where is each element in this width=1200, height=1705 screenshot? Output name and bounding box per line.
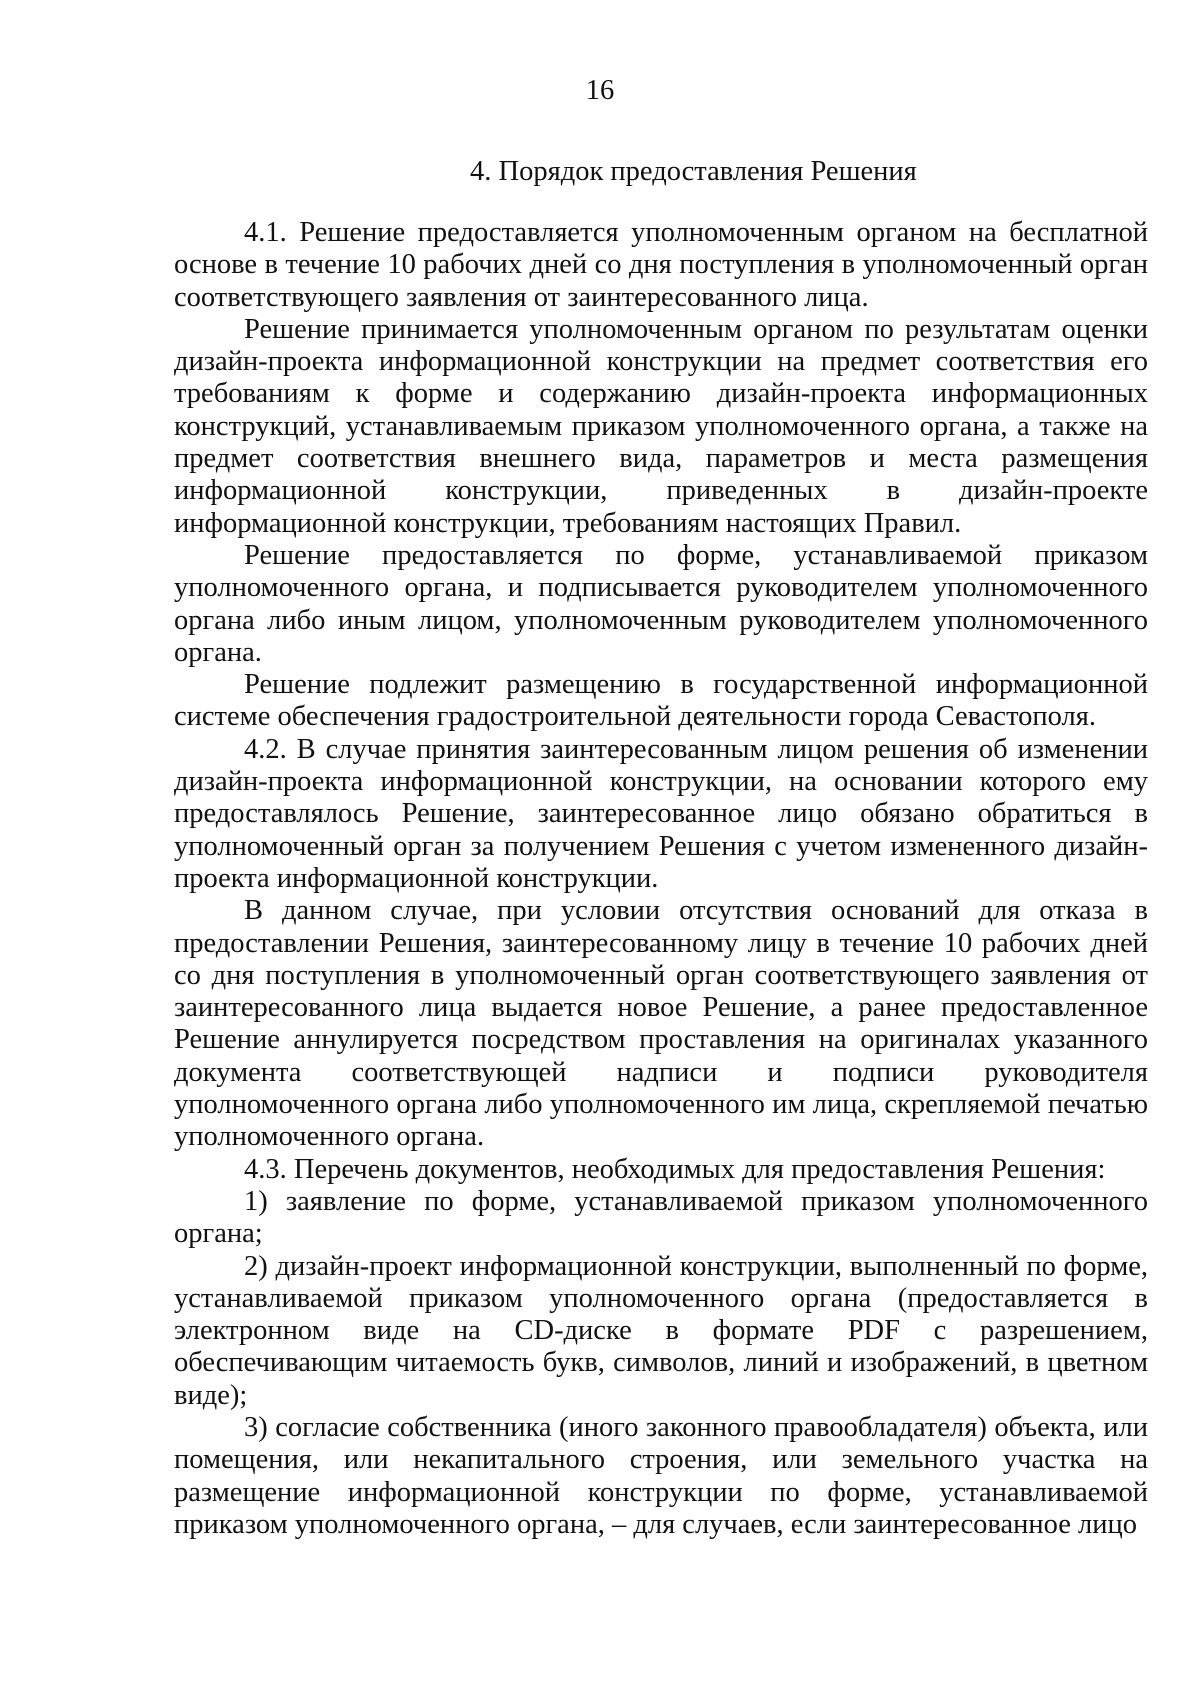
paragraph: 4.1. Решение предоставляется уполномоченным органом на бесплатной основе в течение 10 рабочих дней со дня поступления в уполномоченный орган соответствующего заявления от заинтересованного лица. — [174, 217, 1148, 313]
section-heading: 4. Порядок предоставления Решения — [470, 156, 917, 187]
paragraph: В данном случае, при условии отсутствия оснований для отказа в предоставлении Решения, заинтересованному лицу в течение 10 рабочих дней со дня поступления в уполномоченный орган соответствующего заявления от заинтересованного лица выдается новое Решение, а ранее предоставленное Решение аннулируется посредством проставления на оригиналах указанного документа соответствующей надписи и подписи руководителя уполномоченного органа либо уполномоченного им лица, скрепляемой печатью уполномоченного органа. — [174, 895, 1148, 1153]
list-item: 2) дизайн-проект информационной конструкции, выполненный по форме, устанавливаемой приказом уполномоченного органа (предоставляется в электронном виде на CD-диске в формате PDF с разрешением, обеспечивающим читаемость букв, символов, линий и изображений, в цветном виде); — [174, 1250, 1148, 1411]
paragraph: 4.2. В случае принятия заинтересованным лицом решения об изменении дизайн-проекта информационной конструкции, на основании которого ему предоставлялось Решение, заинтересованное лицо обязано обратиться в уполномоченный орган за получением Решения с учетом измененного дизайн-проекта информационной конструкции. — [174, 733, 1148, 894]
paragraph: Решение принимается уполномоченным органом по результатам оценки дизайн-проекта информационной конструкции на предмет соответствия его требованиям к форме и содержанию дизайн-проекта информационных конструкций, устанавливаемым приказом уполномоченного органа, а также на предмет соответствия внешнего вида, параметров и места размещения информационной конструкции, приведенных в дизайн-проекте информационной конструкции, требованиям настоящих Правил. — [174, 313, 1148, 539]
paragraph: Решение предоставляется по форме, устанавливаемой приказом уполномоченного органа, и подписывается руководителем уполномоченного органа либо иным лицом, уполномоченным руководителем уполномоченного органа. — [174, 539, 1148, 668]
paragraph: Решение подлежит размещению в государственной информационной системе обеспечения градостроительной деятельности города Севастополя. — [174, 669, 1148, 733]
list-item: 1) заявление по форме, устанавливаемой приказом уполномоченного органа; — [174, 1185, 1148, 1250]
page-number: 16 — [585, 75, 615, 106]
paragraph: 4.3. Перечень документов, необходимых для предоставления Решения: — [244, 1153, 1106, 1185]
document-body — [174, 217, 1148, 1541]
list-item: 3) согласие собственника (иного законного правообладателя) объекта, или помещения, или некапитального строения, или земельного участка на размещение информационной конструкции по форме, устанавливаемой приказом уполномоченного органа, – для случаев, если заинтересованное лицо — [174, 1411, 1148, 1540]
